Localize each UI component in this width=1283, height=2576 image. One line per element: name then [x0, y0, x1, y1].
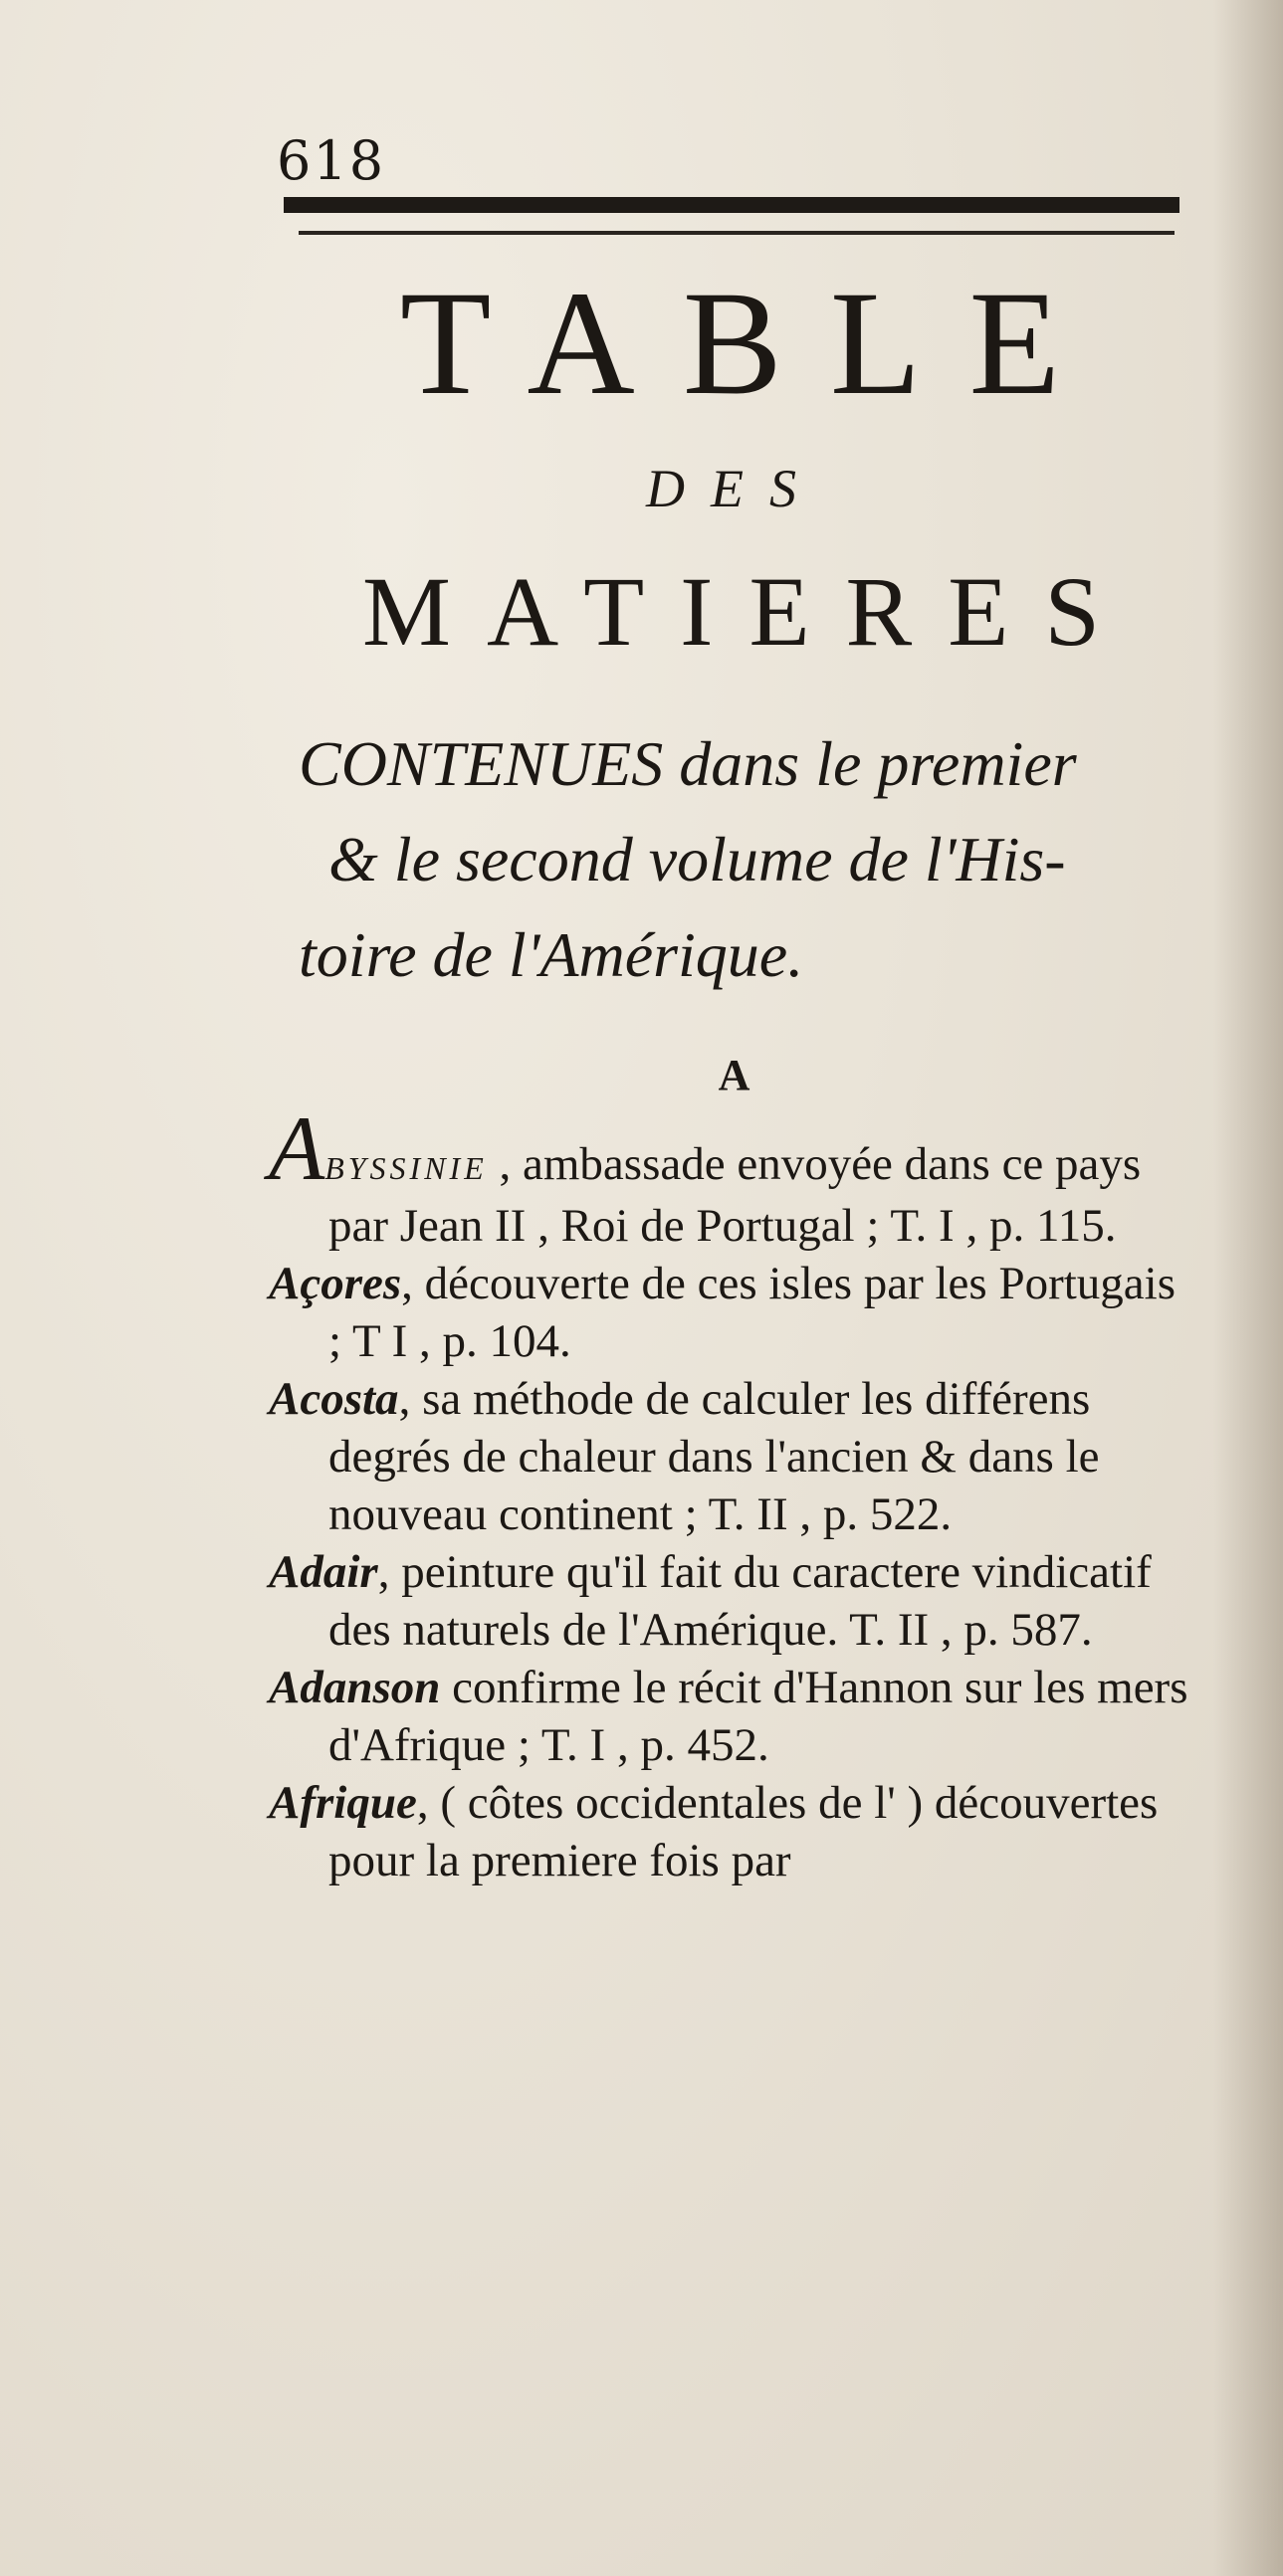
entry-term: Adair: [269, 1546, 378, 1598]
entry-text: confirme le récit d'Hannon sur les mers d'Afrique ; T. I , p. 452.: [328, 1662, 1188, 1771]
header-rule-thick: [284, 197, 1179, 213]
entry-term: BYSSINIE: [324, 1150, 488, 1186]
index-entry: [269, 1774, 1189, 1889]
subtitle-line: toire de l'Amérique.: [299, 919, 804, 990]
entry-text: , découverte de ces isles par les Portugais ; T I , p. 104.: [328, 1258, 1176, 1367]
index-entry: [269, 1255, 1189, 1370]
entry-text: , ambassade envoyée dans ce pays par Jean II , Roi de Portugal ; T. I , p. 115.: [328, 1138, 1142, 1252]
index-entry: [269, 1370, 1189, 1543]
drop-capital: A: [269, 1097, 325, 1199]
index-entry: [269, 1097, 1189, 1255]
header-rule-thin: [299, 231, 1175, 235]
entry-term: Afrique: [269, 1777, 417, 1829]
subtitle-line: & le second volume de l'His-: [328, 824, 1066, 894]
title-matieres: MATIERES: [362, 556, 1136, 667]
title-table: TABLE: [399, 261, 1109, 426]
section-letter: A: [718, 1051, 750, 1099]
page-shadow-edge: [1213, 0, 1283, 2576]
subtitle-line: CONTENUES dans le premier: [299, 728, 1077, 799]
page-number: 618: [277, 129, 386, 192]
entry-term: Acosta: [269, 1373, 399, 1425]
entry-term: Açores: [269, 1258, 402, 1309]
index-entries: [269, 1097, 1189, 1889]
subtitle: [299, 716, 1199, 1003]
entry-term: Adanson: [269, 1662, 441, 1713]
entry-text: , ( côtes occidentales de l' ) découvertes pour la premiere fois par: [328, 1777, 1159, 1886]
index-entry: [269, 1543, 1189, 1659]
entry-text: , sa méthode de calculer les différens degrés de chaleur dans l'ancien & dans le nouveau continent ; T. II , p. 522.: [328, 1373, 1100, 1540]
entry-text: , peinture qu'il fait du caractere vindicatif des naturels de l'Amérique. T. II , p. 587.: [328, 1546, 1152, 1656]
index-entry: [269, 1659, 1189, 1774]
title-des: DES: [646, 459, 822, 518]
